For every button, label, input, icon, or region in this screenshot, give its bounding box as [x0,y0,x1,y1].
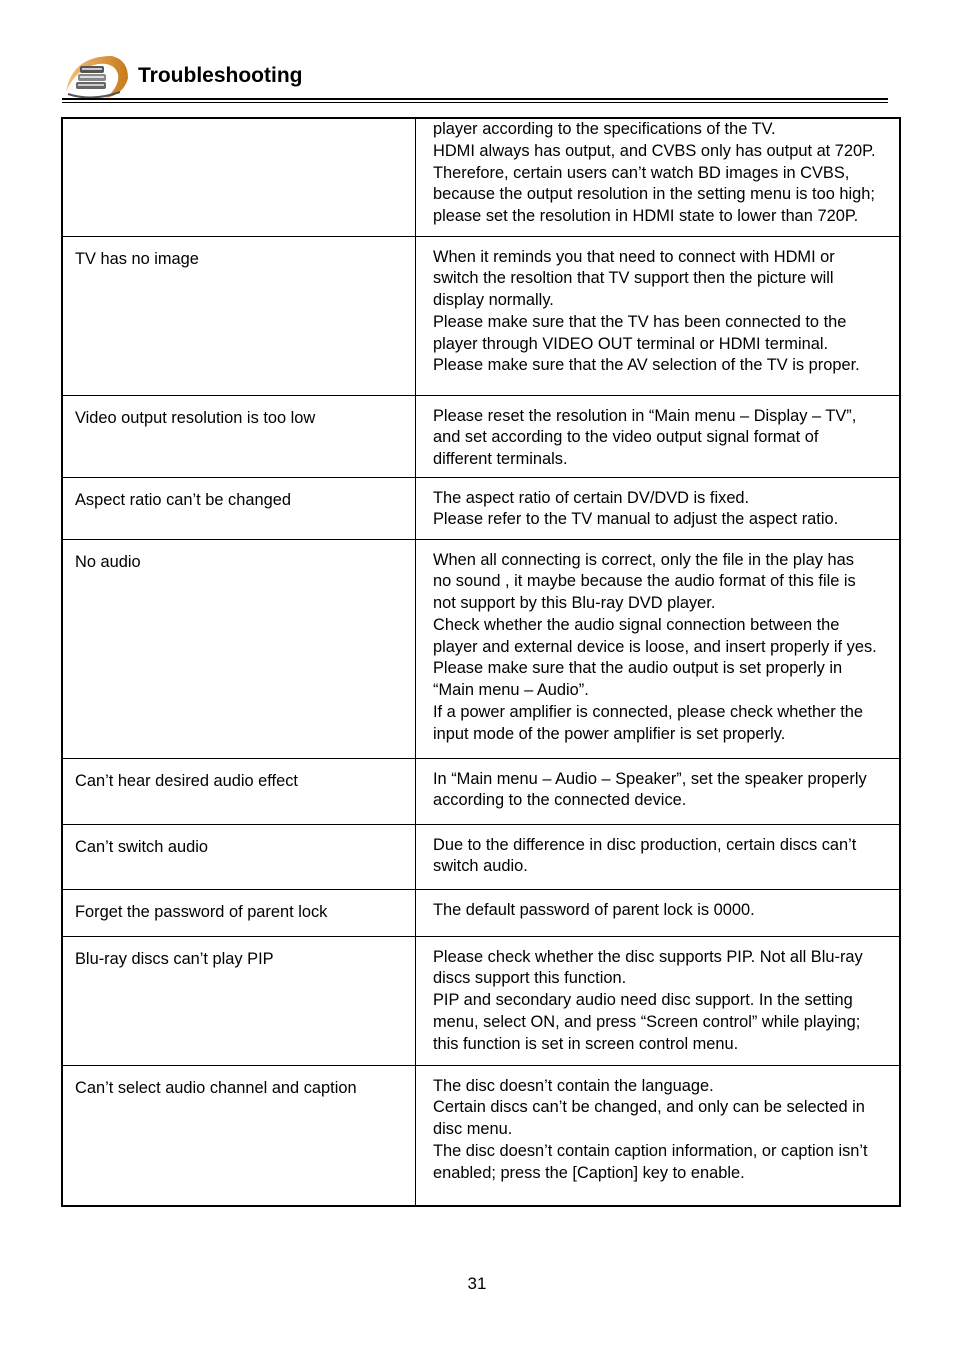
solution-line: please set the resolution in HDMI state to lower than 720P. [433,207,859,226]
problem-cell [62,236,416,395]
solution-line: Please refer to the TV manual to adjust the aspect ratio. [433,510,839,529]
solution-cell [416,477,901,539]
problem-text: Can’t hear desired audio effect [75,771,298,790]
solution-line: this function is set in screen control menu. [433,1034,739,1053]
solution-line: display normally. [433,291,554,310]
solution-line: In “Main menu – Audio – Speaker”, set the speaker properly [433,769,867,788]
table-row [62,889,900,936]
solution-line: The disc doesn’t contain caption information, or caption isn’t [433,1141,868,1160]
solution-line: Therefore, certain users can’t watch BD images in CVBS, [433,163,850,182]
solution-line: If a power amplifier is connected, please check whether the [433,703,864,722]
table-row [62,824,900,889]
problem-cell [62,395,416,477]
solution-line: player and external device is loose, and insert properly if yes. [433,637,877,656]
solution-line: Please make sure that the AV selection of the TV is proper. [433,356,860,375]
solution-line: Please check whether the disc supports PIP. Not all Blu-ray [433,947,863,966]
table-row [62,236,900,395]
problem-text: Blu-ray discs can’t play PIP [75,949,274,968]
solution-line: switch audio. [433,857,528,876]
solution-line: The aspect ratio of certain DV/DVD is fixed. [433,488,750,507]
header-rule-thin [62,102,888,103]
problem-cell [62,539,416,758]
problem-text: No audio [75,552,141,571]
solution-cell [416,118,901,236]
solution-line: menu, select ON, and press “Screen control” while playing; [433,1012,861,1031]
problem-text: Aspect ratio can’t be changed [75,490,291,509]
problem-cell [62,758,416,824]
solution-cell [416,236,901,395]
solution-cell [416,758,901,824]
page-number: 31 [467,1274,487,1293]
problem-text: Video output resolution is too low [75,408,316,427]
problem-text: Forget the password of parent lock [75,902,328,921]
problem-cell [62,1065,416,1206]
solution-line: When all connecting is correct, only the file in the play has [433,550,854,569]
table-row [62,477,900,539]
page-title: Troubleshooting [138,64,303,87]
solution-line: input mode of the power amplifier is set properly. [433,724,786,743]
header-rule [62,98,888,100]
solution-line: Please reset the resolution in “Main menu – Display – TV”, [433,406,857,425]
problem-cell [62,936,416,1065]
problem-text: Can’t select audio channel and caption [75,1078,357,1097]
table-row [62,539,900,758]
solution-cell [416,539,901,758]
solution-line: PIP and secondary audio need disc support. In the setting [433,991,853,1010]
solution-line: player through VIDEO OUT terminal or HDMI terminal. [433,334,829,353]
solution-line: The default password of parent lock is 0000. [433,900,755,919]
solution-line: When it reminds you that need to connect with HDMI or [433,247,835,266]
problem-text: TV has no image [75,249,199,268]
solution-line: Certain discs can’t be changed, and only can be selected in [433,1098,865,1117]
problem-text: Can’t switch audio [75,837,209,856]
troubleshooting-table [61,117,901,1207]
problem-cell [62,477,416,539]
solution-line: Please make sure that the TV has been connected to the [433,312,847,331]
solution-line: and set according to the video output signal format of [433,428,819,447]
solution-line: according to the connected device. [433,791,687,810]
solution-line: switch the resoltion that TV support then the picture will [433,269,834,288]
solution-cell [416,824,901,889]
books-logo-icon [62,52,132,100]
solution-line: discs support this function. [433,969,627,988]
solution-line: not support by this Blu-ray DVD player. [433,594,716,613]
solution-line: HDMI always has output, and CVBS only has output at 720P. [433,141,876,160]
table-row [62,118,900,236]
table-row [62,936,900,1065]
solution-line: The disc doesn’t contain the language. [433,1076,714,1095]
page-header [62,52,888,104]
solution-cell [416,395,901,477]
solution-cell [416,1065,901,1206]
table-row [62,1065,900,1206]
table-row [62,758,900,824]
solution-line: Check whether the audio signal connection between the [433,615,840,634]
solution-line: enabled; press the [Caption] key to enable. [433,1163,745,1182]
solution-line: Due to the difference in disc production, certain discs can’t [433,835,857,854]
solution-line: disc menu. [433,1120,513,1139]
solution-line: no sound , it maybe because the audio format of this file is [433,572,856,591]
solution-line: Please make sure that the audio output is set properly in [433,659,843,678]
problem-cell [62,118,416,236]
solution-line: because the output resolution in the setting menu is too high; [433,185,875,204]
table-row [62,395,900,477]
solution-line: different terminals. [433,450,568,469]
solution-line: player according to the specifications of the TV. [433,120,776,138]
problem-cell [62,824,416,889]
solution-cell [416,936,901,1065]
solution-line: “Main menu – Audio”. [433,681,589,700]
solution-cell [416,889,901,936]
problem-cell [62,889,416,936]
